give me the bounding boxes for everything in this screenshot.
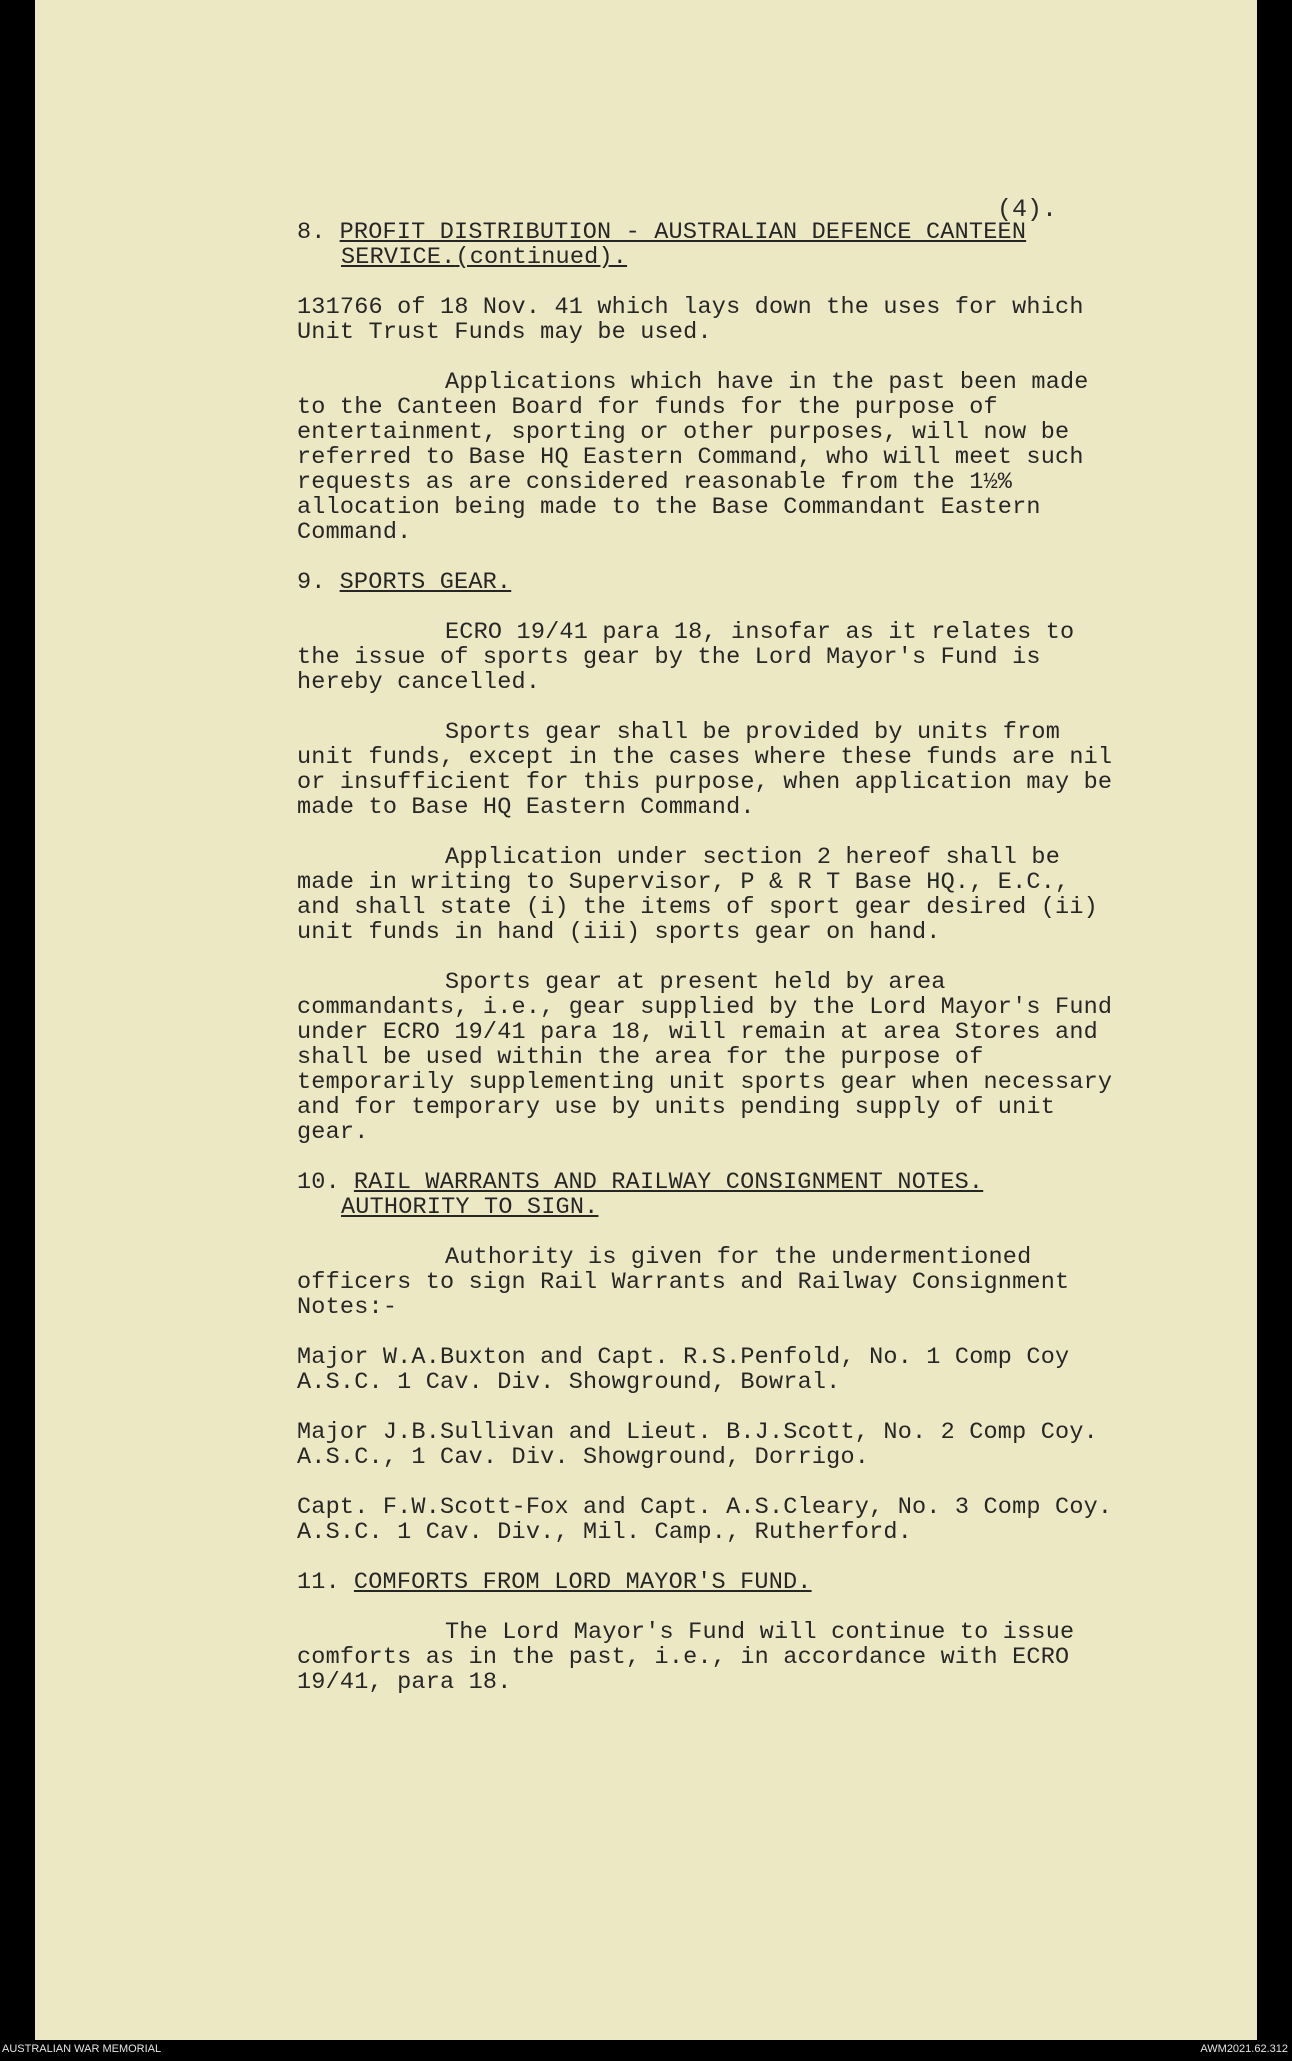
section-11-heading — [297, 1570, 1117, 1595]
section-9-heading — [297, 570, 1117, 595]
paragraph: Applications which have in the past been made to the Canteen Board for funds for the purpose of entertainment, sporting or other purposes, will now be referred to Base HQ Eastern Command, who will meet such requests as are considered reasonable from the 1½% allocation being made to the Base Commandant Eastern Command. — [297, 369, 1089, 546]
section-title: COMFORTS FROM LORD MAYOR'S FUND. — [353, 1569, 812, 1596]
section-10-heading — [297, 1170, 1117, 1195]
footer-credit: AUSTRALIAN WAR MEMORIAL — [2, 2043, 162, 2055]
paragraph: Sports gear shall be provided by units from unit funds, except in the cases where these funds are nil or insufficient for this purpose, when application may be made to Base HQ Eastern Command. — [297, 719, 1113, 821]
section-number: 8. — [297, 219, 326, 246]
section-title: PROFIT DISTRIBUTION - AUSTRALIAN DEFENCE CANTEEN — [339, 219, 1027, 246]
officer-entry: Major J.B.Sullivan and Lieut. B.J.Scott, No. 2 Comp Coy. A.S.C., 1 Cav. Div. Showground, Dorrigo. — [297, 1419, 1098, 1471]
paragraph: ECRO 19/41 para 18, insofar as it relates to the issue of sports gear by the Lord Mayor's Fund is hereby cancelled. — [297, 619, 1075, 696]
document-sheet — [35, 0, 1257, 2040]
paragraph: Authority is given for the undermentioned officers to sign Rail Warrants and Railway Consignment Notes:- — [297, 1244, 1070, 1321]
paragraph: Sports gear at present held by area commandants, i.e., gear supplied by the Lord Mayor's Fund under ECRO 19/41 para 18, will remain at area Stores and shall be used within the area for the purpose of temporarily supplementing unit sports gear when necessary and for temporary use by units pending supply of unit gear. — [297, 969, 1113, 1146]
officer-entry: Capt. F.W.Scott-Fox and Capt. A.S.Cleary, No. 3 Comp Coy. A.S.C. 1 Cav. Div., Mil. Camp., Rutherford. — [297, 1494, 1113, 1546]
officer-entry: Major W.A.Buxton and Capt. R.S.Penfold, No. 1 Comp Coy A.S.C. 1 Cav. Div. Showground, Bowral. — [297, 1344, 1070, 1396]
section-title-line2: SERVICE. — [341, 244, 456, 271]
paragraph: 131766 of 18 Nov. 41 which lays down the uses for which Unit Trust Funds may be used. — [297, 294, 1084, 346]
page-number: (4). — [997, 195, 1058, 224]
section-number: 10. — [297, 1169, 340, 1196]
section-8-heading-cont — [341, 245, 1117, 270]
section-8-heading — [297, 220, 1117, 245]
section-title-line2: AUTHORITY TO SIGN. — [341, 1194, 599, 1221]
section-number: 9. — [297, 569, 326, 596]
section-title: RAIL WARRANTS AND RAILWAY CONSIGNMENT NOTES. — [353, 1169, 984, 1196]
section-10-heading-cont — [341, 1195, 1117, 1220]
document-body — [297, 220, 1117, 1695]
paragraph: Application under section 2 hereof shall be made in writing to Supervisor, P & R T Base HQ., E.C., and shall state (i) the items of sport gear desired (ii) unit funds in hand (iii) sports gear on hand. — [297, 844, 1098, 946]
section-number: 11. — [297, 1569, 340, 1596]
paragraph: The Lord Mayor's Fund will continue to issue comforts as in the past, i.e., in accordance with ECRO 19/41, para 18. — [297, 1619, 1075, 1696]
section-title: SPORTS GEAR. — [339, 569, 512, 596]
section-title-note: (continued). — [455, 244, 628, 271]
footer-reference: AWM2021.62.312 — [1200, 2043, 1288, 2055]
